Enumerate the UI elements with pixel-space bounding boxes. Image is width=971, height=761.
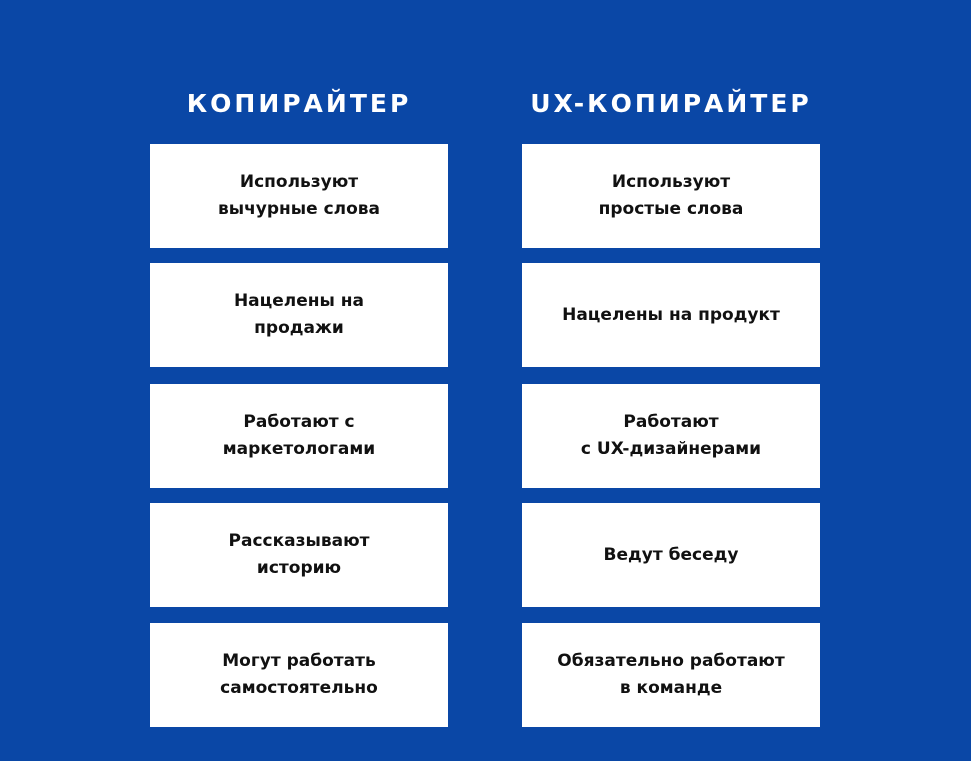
ux-copywriter-card: [522, 503, 820, 607]
ux-copywriter-card-text: Обязательно работают в команде: [557, 651, 785, 698]
copywriter-card-text: Рассказывают историю: [228, 531, 370, 578]
copywriter-card-text: Могут работать самостоятельно: [220, 651, 378, 698]
ux-copywriter-card: [522, 623, 820, 727]
copywriter-card-text: Нацелены на продажи: [233, 291, 365, 338]
ux-copywriter-card-text: Используют простые слова: [598, 172, 744, 219]
copywriter-card: [150, 144, 448, 248]
copywriter-card: [150, 623, 448, 727]
copywriter-title: КОПИРАЙТЕР: [186, 89, 412, 118]
ux-copywriter-card: [522, 263, 820, 367]
ux-copywriter-card-text: Ведут беседу: [603, 544, 739, 565]
copywriter-card-text: Работают с маркетологами: [222, 412, 376, 459]
ux-copywriter-title: UX-КОПИРАЙТЕР: [530, 89, 812, 118]
copywriter-card: [150, 384, 448, 488]
ux-copywriter-card-text: Работают с UX-дизайнерами: [580, 412, 762, 459]
copywriter-card: [150, 503, 448, 607]
ux-copywriter-card: [522, 384, 820, 488]
ux-copywriter-card-text: Нацелены на продукт: [562, 304, 780, 325]
copywriter-card-text: Используют вычурные слова: [217, 172, 381, 219]
ux-copywriter-card: [522, 144, 820, 248]
copywriter-card: [150, 263, 448, 367]
